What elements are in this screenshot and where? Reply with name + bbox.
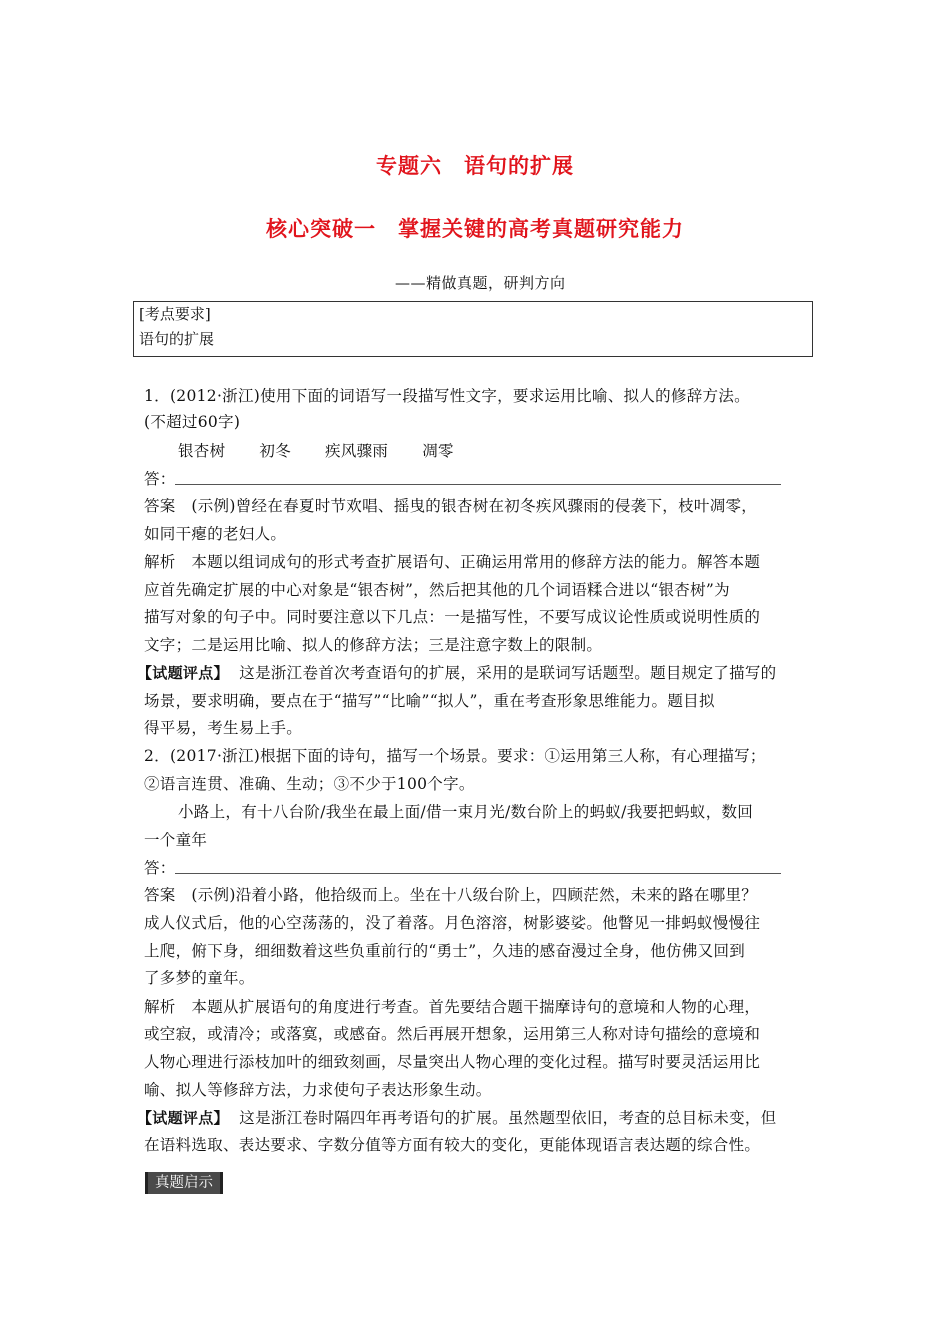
- q2-answer-blank: [175, 873, 781, 874]
- q1-review-line-2: 场景，要求明确，要点在于“描写”“比喻”“拟人”，重在考查形象思维能力。题目拟: [144, 692, 715, 710]
- q2-stem-line-1: 2．(2017·浙江)根据下面的诗句，描写一个场景。要求：①运用第三人称，有心理描写；: [144, 747, 766, 765]
- q2-stem-line-2: ②语言连贯、准确、生动；③不少于100个字。: [144, 775, 475, 793]
- q1-stem-line-1: 1．(2012·浙江)使用下面的词语写一段描写性文字，要求运用比喻、拟人的修辞方法。: [144, 387, 750, 405]
- q2-analysis-line-3: 人物心理进行添枝加叶的细致刻画，尽量突出人物心理的变化过程。描写时要灵活运用比: [144, 1053, 761, 1071]
- q1-word: 疾风骤雨: [325, 442, 389, 460]
- q1-answer-line-2: 如同干瘪的老妇人。: [144, 525, 287, 543]
- q1-stem-line-2: (不超过60字): [144, 413, 241, 431]
- q1-analysis-line-3: 描写对象的句子中。同时要注意以下几点：一是描写性，不要写成议论性质或说明性质的: [144, 608, 761, 626]
- q1-review-line-3: 得平易，考生易上手。: [144, 719, 303, 737]
- q2-review-line-2: 在语料选取、表达要求、字数分值等方面有较大的变化，更能体现语言表达题的综合性。: [144, 1136, 761, 1154]
- answer-text: (示例)沿着小路，他拾级而上。坐在十八级台阶上，四顾茫然，未来的路在哪里？: [175, 886, 758, 904]
- review-text: 这是浙江卷首次考查语句的扩展，采用的是联词写话题型。题目规定了描写的: [239, 664, 777, 682]
- analysis-text: 本题从扩展语句的角度进行考查。首先要结合题干揣摩诗句的意境和人物的心理，: [175, 998, 761, 1016]
- review-tag: 【试题评点】: [137, 664, 229, 682]
- page-title: 专题六 语句的扩展: [376, 154, 574, 178]
- section-badge: 真题启示: [145, 1172, 223, 1194]
- requirement-box-body: 语句的扩展: [139, 330, 215, 348]
- q2-poem-line-1: 小路上，有十八台阶/我坐在最上面/借一束月光/数台阶上的蚂蚁/我要把蚂蚁，数回: [178, 803, 754, 821]
- requirement-box: [133, 301, 813, 357]
- review-tag: 【试题评点】: [137, 1109, 229, 1127]
- q1-word: 凋零: [422, 442, 454, 460]
- q1-word: 初冬: [259, 442, 292, 460]
- q2-answer-line-2: 成人仪式后，他的心空荡荡的，没了着落。月色溶溶，树影婆娑。他瞥见一排蚂蚁慢慢往: [144, 914, 761, 932]
- section-title: 核心突破一 掌握关键的高考真题研究能力: [266, 217, 684, 241]
- q1-analysis-line-1: [144, 550, 760, 572]
- q1-analysis-line-2: 应首先确定扩展的中心对象是“银杏树”，然后把其他的几个词语糅合进以“银杏树”为: [144, 581, 730, 599]
- q1-answer-blank: [175, 484, 781, 485]
- q1-review-line-1: [137, 661, 776, 683]
- q1-answer-prompt: 答：: [144, 470, 176, 488]
- q2-poem-line-2: 一个童年: [144, 831, 208, 849]
- q1-word-list: [178, 439, 488, 461]
- analysis-label: 解析: [144, 998, 176, 1016]
- q2-answer-line-1: [144, 883, 757, 905]
- q2-answer-line-4: 了多梦的童年。: [144, 969, 255, 987]
- answer-label: 答案: [144, 886, 176, 904]
- q2-analysis-line-2: 或空寂，或清冷；或落寞，或感奋。然后再展开想象，运用第三人称对诗句描绘的意境和: [144, 1025, 761, 1043]
- q1-word: 银杏树: [178, 442, 226, 460]
- section-tagline: ——精做真题，研判方向: [395, 274, 566, 292]
- analysis-text: 本题以组词成句的形式考查扩展语句、正确运用常用的修辞方法的能力。解答本题: [175, 553, 761, 571]
- analysis-label: 解析: [144, 553, 176, 571]
- q2-analysis-line-4: 喻、拟人等修辞方法，力求使句子表达形象生动。: [144, 1081, 492, 1099]
- q2-analysis-line-1: [144, 995, 760, 1017]
- q1-answer-line-1: [144, 494, 757, 516]
- q2-answer-line-3: 上爬，俯下身，细细数着这些负重前行的“勇士”，久违的感奋漫过全身，他仿佛又回到: [144, 942, 746, 960]
- answer-text: (示例)曾经在春夏时节欢唱、摇曳的银杏树在初冬疾风骤雨的侵袭下，枝叶凋零，: [175, 497, 758, 515]
- q2-answer-prompt: 答：: [144, 859, 176, 877]
- review-text: 这是浙江卷时隔四年再考语句的扩展。虽然题型依旧，考查的总目标未变，但: [239, 1109, 777, 1127]
- requirement-box-header: [考点要求]: [139, 305, 211, 323]
- q1-analysis-line-4: 文字；二是运用比喻、拟人的修辞方法；三是注意字数上的限制。: [144, 636, 603, 654]
- q2-review-line-1: [137, 1106, 776, 1128]
- answer-label: 答案: [144, 497, 176, 515]
